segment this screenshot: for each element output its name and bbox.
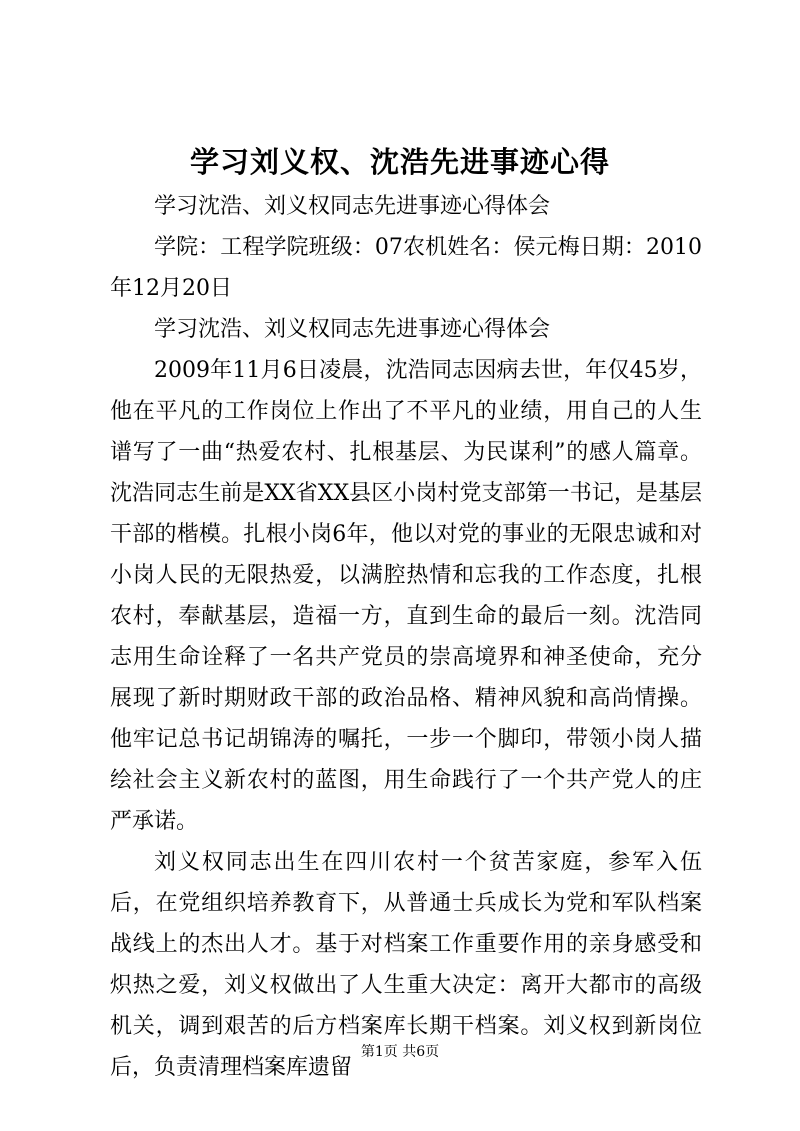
document-title: 学习刘义权、沈浩先进事迹心得 (189, 145, 610, 179)
page-footer: 第1页 共6页 (360, 1044, 440, 1060)
subtitle-paragraph: 学习沈浩、刘义权同志先进事迹心得体会 (154, 194, 551, 219)
liu-yiquan-paragraph: 刘义权同志出生在四川农村一个贫苦家庭，参军入伍后，在党组织培养教育下，从普通士兵成长为党和军队档案战线上的杰出人才。基于对档案工作重要作用的亲身感受和炽热之爱，刘义权做出了人生重大决定：离开大都市的高级机关，调到艰苦的后方档案库长期干档案。刘义权到新岗位后，负责清理档案库遗留 (110, 850, 702, 1080)
shen-hao-paragraph: 2009年11月6日凌晨，沈浩同志因病去世，年仅45岁，他在平凡的工作岗位上作出了不平凡的业绩，用自己的人生谱写了一曲“热爱农村、扎根基层、为民谋利”的感人篇章。沈浩同志生前是XX省XX县区小岗村党支部第一书记，是基层干部的楷模。扎根小岗6年，他以对党的事业的无限忠诚和对小岗人民的无限热爱，以满腔热情和忘我的工作态度，扎根农村，奉献基层，造福一方，直到生命的最后一刻。沈浩同志用生命诠释了一名共产党员的崇高境界和神圣使命，充分展现了新时期财政干部的政治品格、精神风貌和高尚情操。他牢记总书记胡锦涛的嘱托，一步一个脚印，带领小岗人描绘社会主义新农村的蓝图，用生命践行了一个共产党人的庄严承诺。 (110, 358, 702, 834)
author-info-paragraph: 学院：工程学院班级：07农机姓名：侯元梅日期：2010年12月20日 (110, 235, 702, 301)
heading-paragraph: 学习沈浩、刘义权同志先进事迹心得体会 (154, 317, 551, 342)
document-body (110, 186, 702, 1088)
